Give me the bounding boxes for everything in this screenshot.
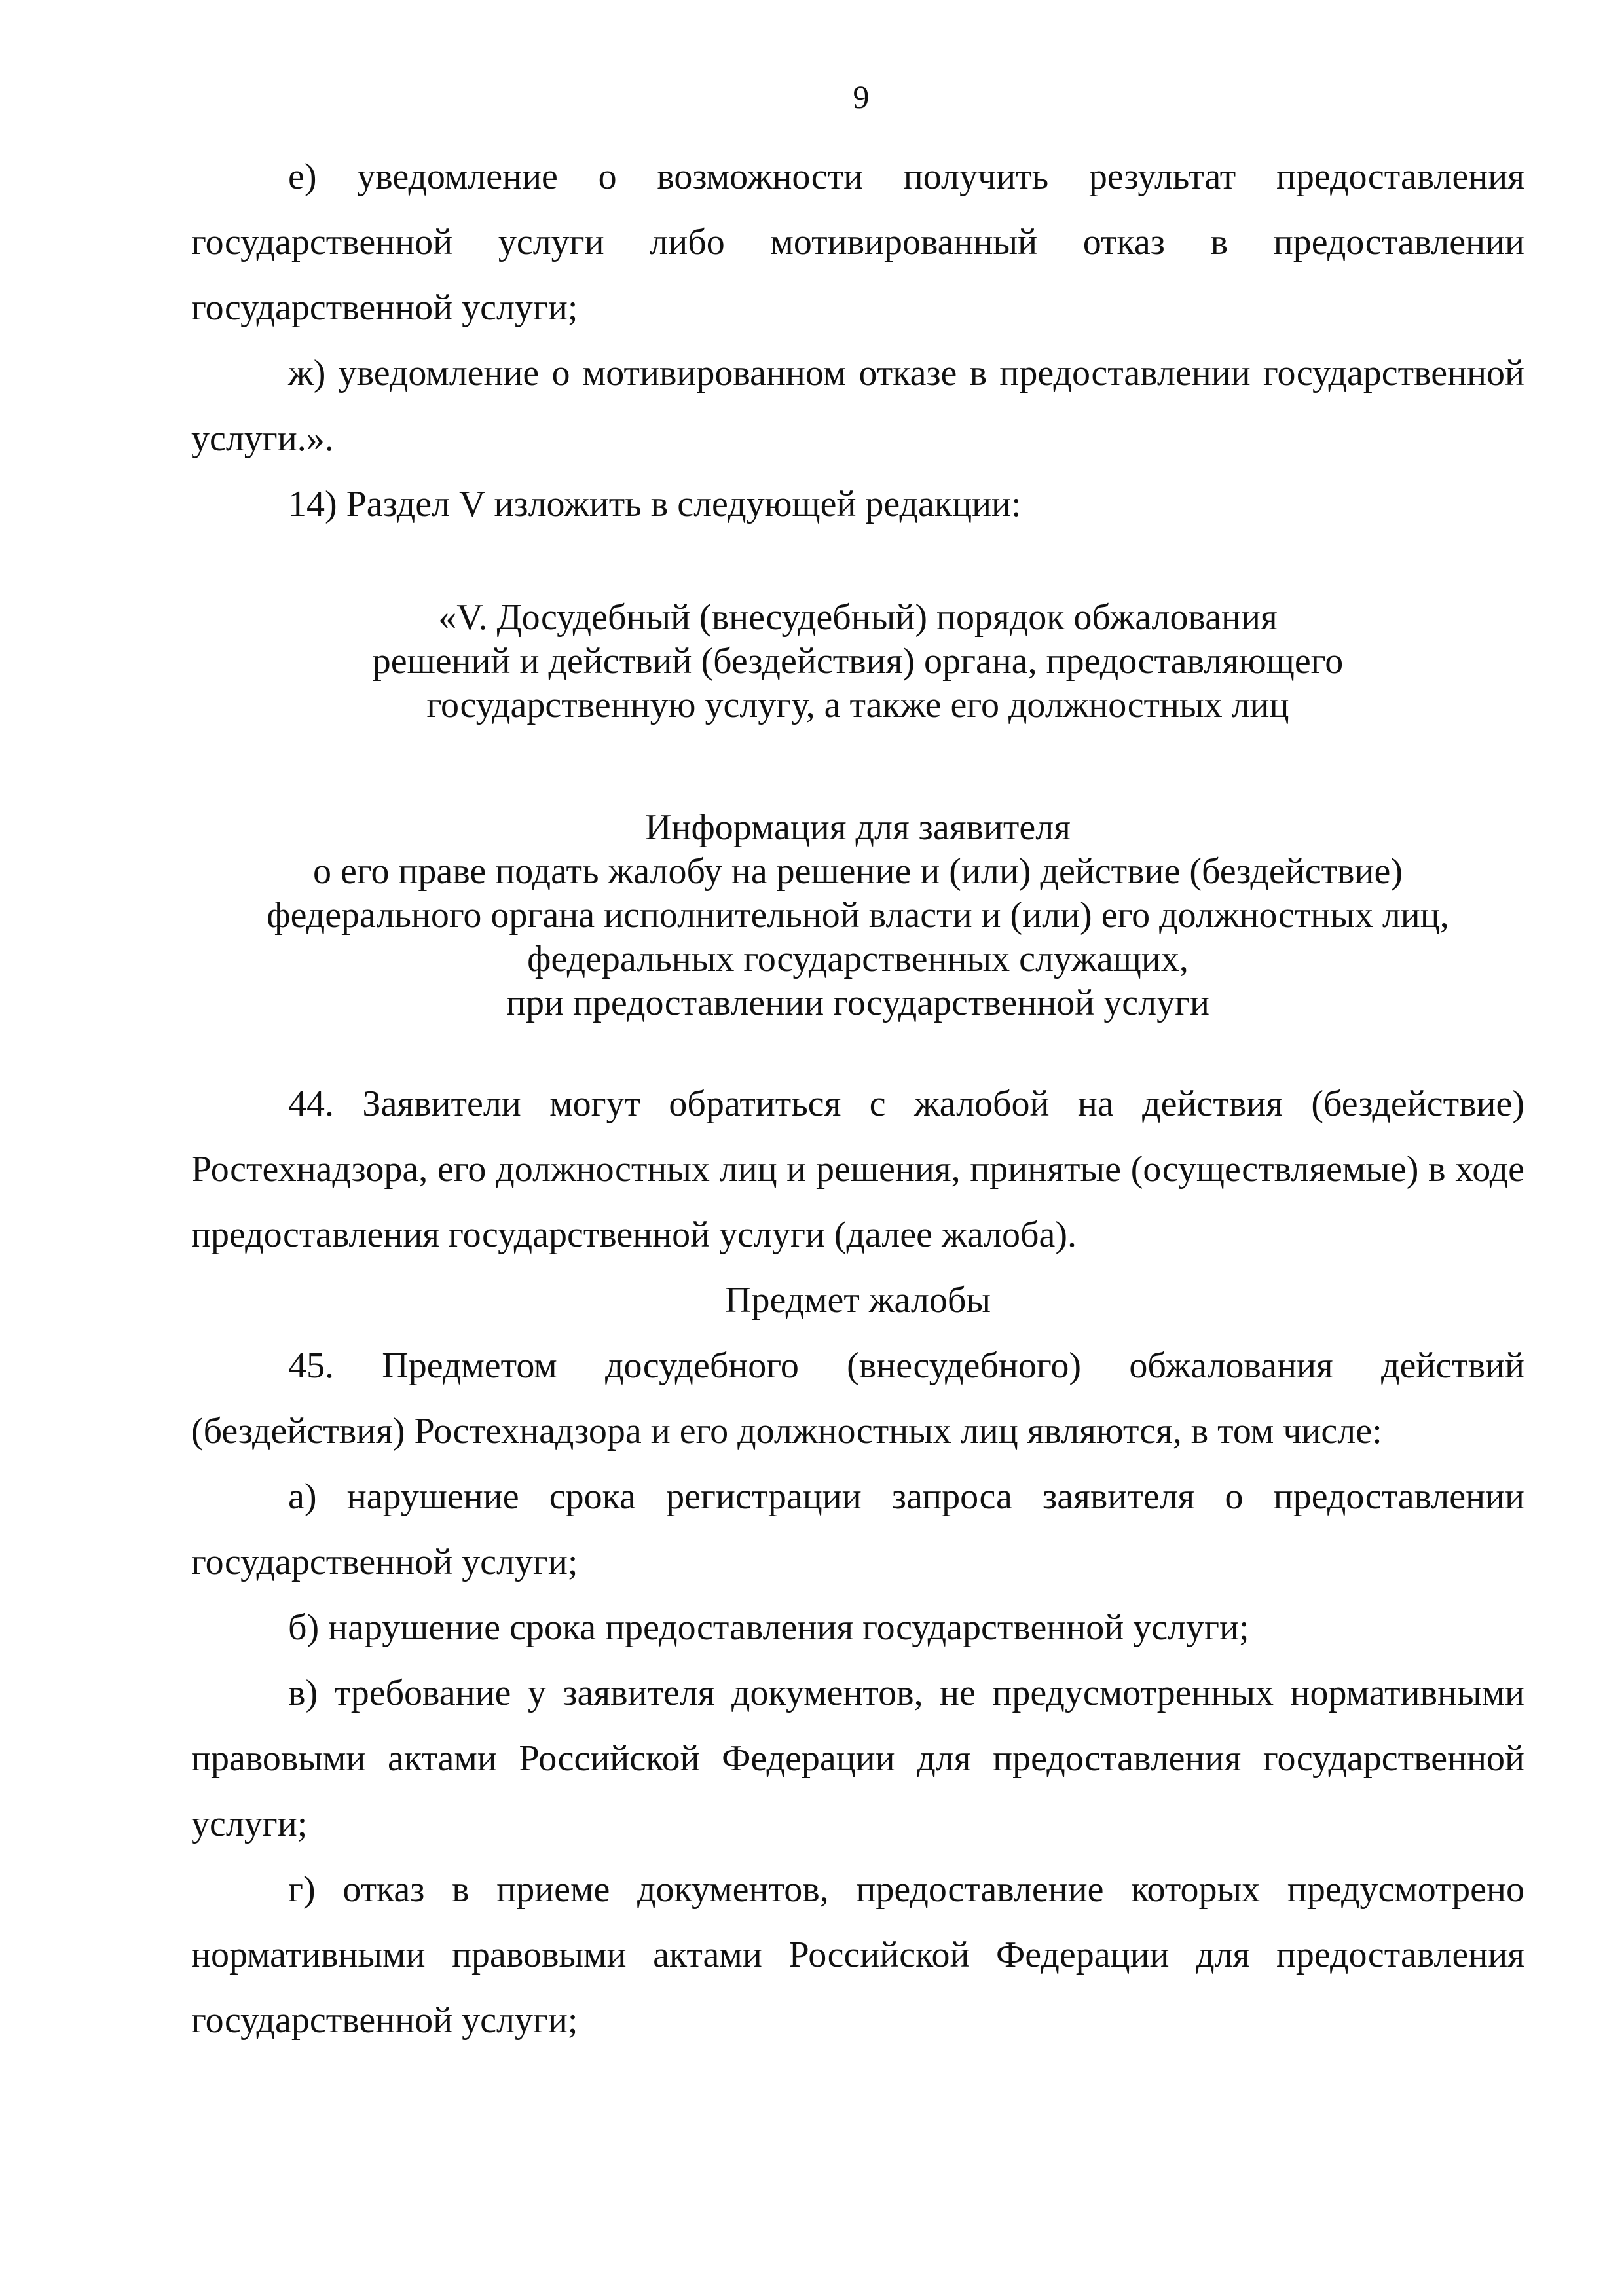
info-heading-line: при предоставлении государственной услуги <box>506 983 1210 1023</box>
info-heading <box>191 806 1524 1025</box>
paragraph-14: 14) Раздел V изложить в следующей редакции: <box>288 484 1022 524</box>
paragraph-g: г) отказ в приеме документов, предоставление которых предусмотрено нормативными правовыми актами Российской Федерации для предоставления государственной услуги; <box>191 1869 1524 2041</box>
info-heading-line: о его праве подать жалобу на решение и (или) действие (бездействие) <box>313 851 1403 892</box>
info-heading-line: федерального органа исполнительной власти и (или) его должностных лиц, <box>267 895 1449 936</box>
paragraph-45: 45. Предметом досудебного (внесудебного) обжалования действий (бездействия) Ростехнадзора и его должностных лиц являются, в том числе: <box>191 1345 1524 1451</box>
page-number: 9 <box>853 79 870 115</box>
info-heading-line: Информация для заявителя <box>645 807 1071 848</box>
subject-heading: Предмет жалобы <box>725 1280 991 1321</box>
paragraph-e: е) уведомление о возможности получить результат предоставления государственной услуги либо мотивированный отказ в предоставлении государственной услуги; <box>191 156 1524 328</box>
section-heading-line: «V. Досудебный (внесудебный) порядок обжалования <box>438 597 1278 638</box>
paragraph-v: в) требование у заявителя документов, не предусмотренных нормативными правовыми актами Российской Федерации для предоставления государственной услуги; <box>191 1673 1524 1844</box>
section-heading-line: решений и действий (бездействия) органа, предоставляющего <box>372 641 1344 682</box>
section-heading-line: государственную услугу, а также его должностных лиц <box>426 685 1289 725</box>
paragraph-a: а) нарушение срока регистрации запроса заявителя о предоставлении государственной услуги; <box>191 1476 1524 1582</box>
paragraph-zh: ж) уведомление о мотивированном отказе в предоставлении государственной услуги.». <box>191 353 1524 459</box>
section-heading <box>191 596 1524 727</box>
paragraph-b: б) нарушение срока предоставления государственной услуги; <box>288 1607 1249 1648</box>
paragraph-44: 44. Заявители могут обратиться с жалобой на действия (бездействие) Ростехнадзора, его должностных лиц и решения, принятые (осуществляемые) в ходе предоставления государственной услуги (далее жалоба). <box>191 1084 1524 1255</box>
document-body <box>191 144 1524 2053</box>
info-heading-line: федеральных государственных служащих, <box>527 939 1189 979</box>
